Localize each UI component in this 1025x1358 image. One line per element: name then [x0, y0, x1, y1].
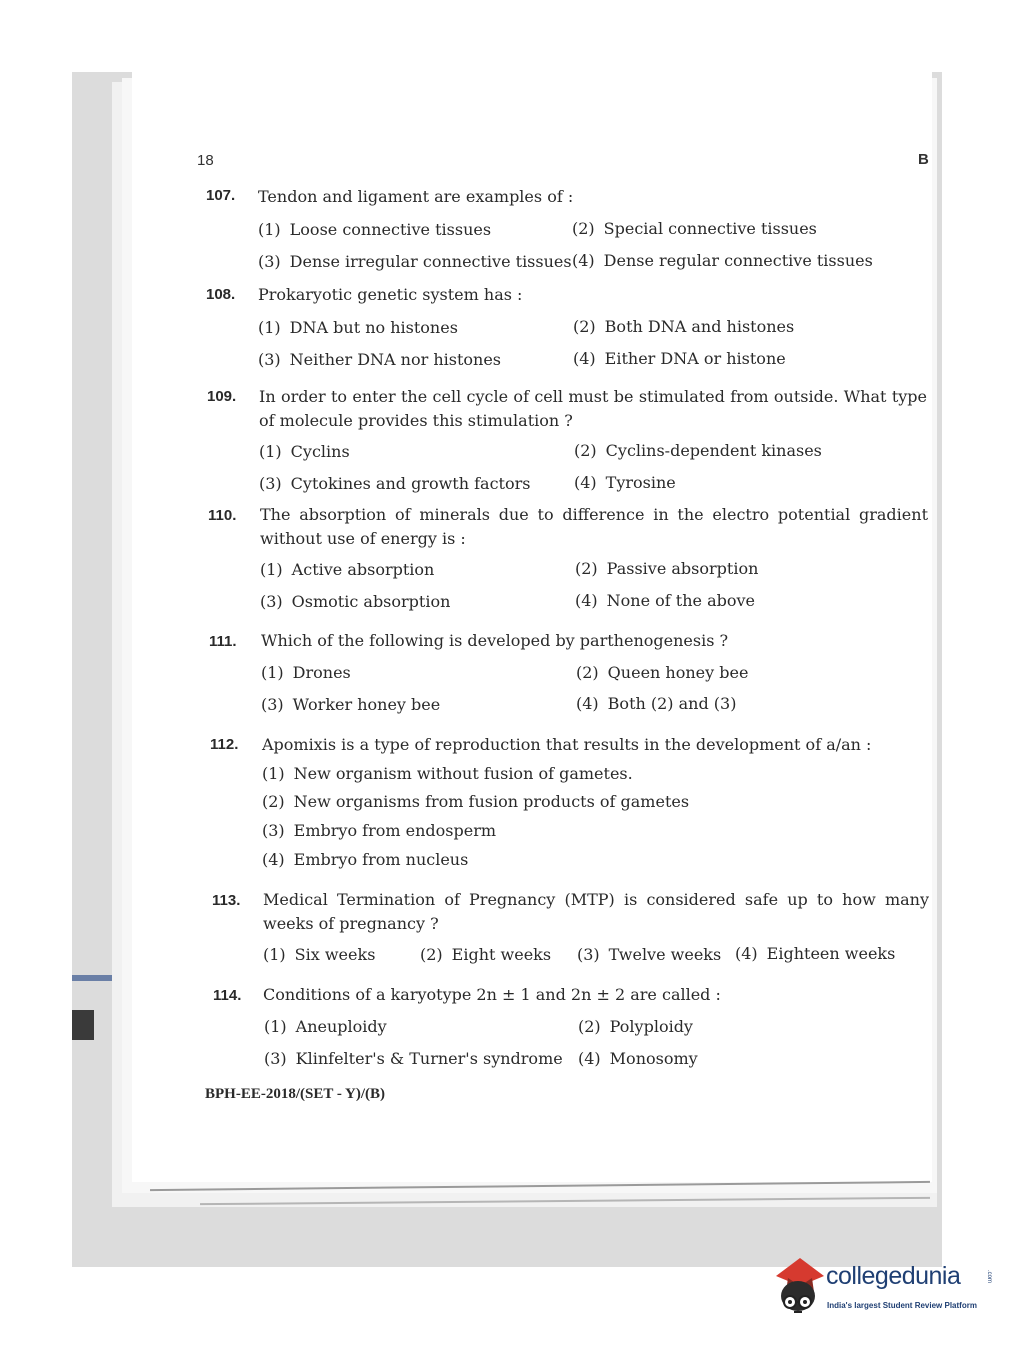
question-number: 108.	[206, 286, 236, 303]
option-3: (3) Dense irregular connective tissues	[258, 252, 572, 271]
question-text: Which of the following is developed by parthenogenesis ?	[261, 631, 729, 650]
question-text: Tendon and ligament are examples of :	[258, 187, 574, 206]
question-text: Apomixis is a type of reproduction that results in the development of a/an :	[262, 735, 872, 754]
option-1: (1) Aneuploidy	[264, 1017, 387, 1036]
option-4: (4) Either DNA or histone	[573, 349, 786, 368]
logo-wordmark: collegedunia	[826, 1262, 961, 1290]
question-number: 113.	[212, 892, 241, 909]
option-1: (1) Drones	[261, 663, 351, 682]
question-text: Medical Termination of Pregnancy (MTP) is considered safe up to how many weeks of pregnancy ?	[263, 890, 929, 933]
option-3: (3) Klinfelter's & Turner's syndrome	[264, 1049, 563, 1068]
question-text: In order to enter the cell cycle of cell must be stimulated from outside. What type of molecule provides this stimulation ?	[259, 387, 927, 430]
option-2: (2) Cyclins-dependent kinases	[574, 441, 822, 460]
question-number: 111.	[209, 633, 237, 650]
option-4: (4) Eighteen weeks	[735, 944, 896, 963]
logo-com-suffix: .com	[986, 1270, 992, 1284]
option-3: (3) Cytokines and growth factors	[259, 474, 531, 493]
question-number: 110.	[208, 507, 237, 524]
question-text: The absorption of minerals due to difference in the electro potential gradient without use of energy is :	[260, 505, 928, 548]
mascot-icon	[770, 1256, 826, 1318]
option-1: (1) Cyclins	[259, 442, 350, 461]
option-3: (3) Twelve weeks	[577, 945, 722, 964]
logo-tagline: India's largest Student Review Platform	[827, 1301, 977, 1310]
option-4: (4) Monosomy	[578, 1049, 698, 1068]
option-1: (1) New organism without fusion of gametes.	[262, 764, 633, 783]
option-4: (4) Dense regular connective tissues	[572, 251, 873, 270]
option-3: (3) Neither DNA nor histones	[258, 350, 502, 369]
option-2: (2) New organisms from fusion products of gametes	[262, 792, 690, 811]
option-2: (2) Both DNA and histones	[573, 317, 795, 336]
option-2: (2) Polyploidy	[578, 1017, 693, 1036]
option-4: (4) Embryo from nucleus	[262, 850, 469, 869]
collegedunia-logo[interactable]	[770, 1256, 995, 1326]
option-4: (4) Both (2) and (3)	[576, 694, 737, 713]
option-1: (1) Active absorption	[260, 560, 435, 579]
option-2: (2) Passive absorption	[575, 559, 759, 578]
option-1: (1) Six weeks	[263, 945, 376, 964]
scanner-edge-block	[72, 1010, 94, 1040]
option-2: (2) Special connective tissues	[572, 219, 817, 238]
question-number: 107.	[206, 187, 236, 204]
question-number: 112.	[210, 736, 239, 753]
option-4: (4) Tyrosine	[574, 473, 676, 492]
question-number: 114.	[213, 987, 242, 1004]
question-number: 109.	[207, 388, 237, 405]
exam-code-footer: BPH-EE-2018/(SET - Y)/(B)	[205, 1086, 386, 1102]
option-3: (3) Worker honey bee	[261, 695, 441, 714]
option-1: (1) DNA but no histones	[258, 318, 458, 337]
option-2: (2) Eight weeks	[420, 945, 552, 964]
option-1: (1) Loose connective tissues	[258, 220, 492, 239]
question-text: Conditions of a karyotype 2n ± 1 and 2n ± 2 are called :	[263, 985, 721, 1004]
scanner-edge-band	[72, 975, 112, 981]
option-4: (4) None of the above	[575, 591, 756, 610]
question-text: Prokaryotic genetic system has :	[258, 285, 523, 304]
set-letter: B	[918, 151, 929, 168]
page-number: 18	[197, 152, 214, 169]
option-3: (3) Osmotic absorption	[260, 592, 451, 611]
option-2: (2) Queen honey bee	[576, 663, 749, 682]
option-3: (3) Embryo from endosperm	[262, 821, 497, 840]
